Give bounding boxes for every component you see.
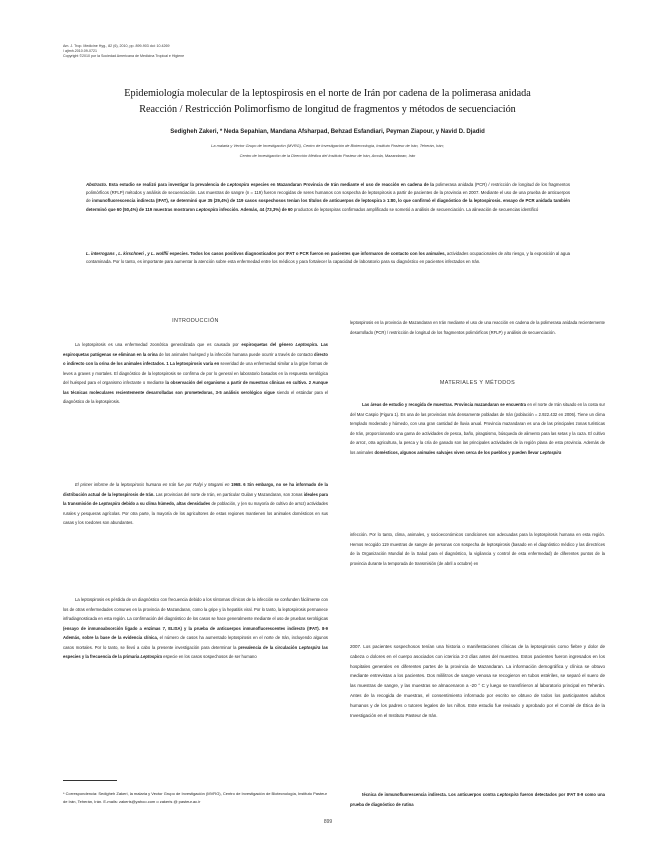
intro-paragraph-3: La leptospirosis es pérdida de un diagnóstico con frecuencia debido a los síntomas clínicos de la infección se confunden fácilmente con los de otras enfermedades comunes en la provincia de Mazandaran, como la gripe y la hepatitis viral. Por lo tanto, la leptospirosis permanece infradiagnosticada en esta región. La confirmación del diagnóstico de los casos se hace generalmente mediante el uso de pruebas serológicas (ensayo de inmunoabsorción ligado a enzimas 7, ELISA) y la prueba de anticuerpos inmunofluorescentes indirecto (IFAT). 8-9 Además, sobre la base de la evidencia clínica, el número de casos ha aumentado leptospirosis en el norte de Irán, incluyendo algunos casos mortales. Por lo tanto, se llevó a cabo la presente investigación para determinar la prevalencia de la circulación Leptospira las especies y la frecuencia de la primaria Leptospira especie en los casos sospechosos de ser humano xyxy=(63,597,328,659)
abstract-paragraph-2: L. interrogans , L. kirschneri , y L. wolffii especies. Todos los casos positivos diagnosticados por IFAT o PCR fueron en pacientes que informaron de contacto con los animales, actividades ocupacionales de alto riesgo, y la exposición al agua contaminada. Por lo tanto, es importante para aumentar la atención sobre esta enfermedad entre los médicos y para fortalecer la capacidad de laboratorio para su diagnóstico en pacientes infectados en Irán. xyxy=(86,251,571,265)
footnote-divider xyxy=(63,780,117,781)
page-number: 899 xyxy=(323,819,333,825)
methods-paragraph-3: 2007. Los pacientes sospechosos tenían una historia o manifestaciones clínicas de la leptospirosis como fiebre y dolor de cabeza o dolores en el cuerpo asociados con ictericia 2-3 días antes del muestreo. Estos pacientes fueron ingresados en los hospitales generales en diferentes partes de la provincia de Mazandaran. La información demográfica y clínica se obtuvo mediante entrevistas a los pacientes. Dos mililitros de sangre venosa se recogieron en tubos estériles, se separó el suero de las muestras de sangre, y las muestras se almacenaron a -20 ° C y luego se transfirieron al laboratorio principal en Teherán. Antes de la recogida de muestras, el consentimiento informado por escrito se obtuvo de todos los participantes adultos humanos y de los padres o tutores legales de los niños. Este estudio fue revisado y aprobado por el Comité de Ética de la Investigación en el Instituto Pasteur de Irán. xyxy=(350,644,605,718)
abstract-label: Abstracto. xyxy=(86,182,108,187)
intro-paragraph-1: La leptospirosis es una enfermedad zoonótica generalizada que es causada por espiroquetas del género Leptospira. Las espiroquetas patógenas se eliminan en la orina de los animales huésped y la infección humana puede ocurrir a través de contacto directo o indirecto con la orina de los animales infectados. 1 La leptospirosis varía en severidad de una enfermedad similar a la gripe formas de leves a graves y mortales. El diagnóstico de la leptospirosis se confirma de por lo general en laboratorio basados en la respuesta serológica del huésped para el organismo infectante o mediante la observación del organismo a partir de muestras clínicas en cultivo. 2 Aunque las técnicas moleculares recientemente desarrolladas son prometedoras, 3-5 análisis serológico sigue siendo el estándar para el diagnóstico de la leptospirosis. xyxy=(63,342,329,404)
footnote-correspondence: * Correspondencia: Sedigheh Zakeri, la malaria y Vector Grupo de Investigación (MVRG), Centro de Investigación de Biotecnología, Instituto Pasteur de Irán, Teherán, Irán. E-mails: zakeris@yahoo.com o zakeris @ pasteur.ac.ir xyxy=(63,791,327,805)
title-line-1: Epidemiología molecular de la leptospirosis en el norte de Irán por cadena de la polimerasa anidada xyxy=(124,88,531,99)
copyright: Copyright ©2010 por la Sociedad Americana de Medicina Tropical e Higiene xyxy=(63,54,185,59)
article-title xyxy=(60,86,595,118)
methods-paragraph-2: infección. Por lo tanto, clima, animales, y socioeconómicos condiciones son adecuadas para la leptospirosis humana en esta región. Hemos recogido 119 muestras de sangre de personas con sospecha de leptospirosis (basado en el diagnóstico médico y las directrices de la Organización Mundial de la Salud para el diagnóstico, la vigilancia y control de esta enfermedad) de diferentes puntos de la provincia durante la temporada de transmisión (de abril a octubre) en xyxy=(350,532,605,566)
abstract: Abstracto. Esta estudio se realizó para investigar la prevalencia de Leptospira especies en Mazandaran Provincia de Irán mediante el uso de reacción en cadena de la polimerasa anidada (PCR) / restricción de longitud de los fragmentos polimórficos (RFLP) métodos y análisis de secuenciación. Las muestras de sangre (n = 119) fueron recogidas de seres humanos con sospecha de leptospirosis a partir de pacientes de la provincia en 2007. Mediante el uso de una prueba de anticuerpos de inmunofluorescencia indirecta (IFAT), se determinó que 35 (29,4%) de 119 casos sospechosos tenían los títulos de anticuerpos de leptospira ≥ 1:80, lo que confirmó el diagnóstico de la leptospirosis. ensayo de PCR anidada también determinó que 60 (50,4%) de 119 muestras mostraron Leptospira infección. Además, 44 (73,3%) de 60 productos de leptospiras confirmados amplificado se sometió a análisis de secuenciación. La alineación de secuencias identificó xyxy=(86,182,571,212)
section-introduction-heading: INTRODUCCIÓN xyxy=(172,318,219,324)
authors: Sedigheh Zakeri, * Neda Sepahian, Mandana Afsharpad, Behzad Esfandiari, Peyman Ziapour, y Navid D. Djadid xyxy=(170,129,485,135)
doi: / ajtmh.2010.09-0721 xyxy=(63,49,97,54)
title-line-2: Reacción / Restricción Polimorfismo de longitud de fragmentos y métodos de secuenciación xyxy=(139,104,516,115)
methods-subheading-ifat: técnica de inmunofluorescencia indirecta. Los anticuerpos contra Leptospira fueron detectados por IFAT 8-9 como una prueba de diagnóstico de rutina xyxy=(350,792,605,807)
affiliation-1: La malaria y Vector Grupo de Investigación (MVRG), Centro de Investigación de Biotecnología, Instituto Pasteur de Irán, Teherán, Irán; xyxy=(211,143,444,148)
section-methods-heading: MATERIALES Y MÉTODOS xyxy=(439,380,516,386)
intro-paragraph-2: El primer informe de la leptospirosis humana en Irán fue por Rafyi y Magami en 1968. 6 Sin embargo, no se ha informado de la distribución actual de la leptospirosis de Irán. Las provincias del norte de Irán, en particular Guilan y Mazandaran, son zonas ideales para la transmisión de Leptospira debido a su clima húmedo, altas densidades de población, y (en su mayoría de cultivo de arroz) actividades rurales y pesqueras agrícolas. Por otra parte, la mayoría de los agricultores de estas regiones mantienen los animales domésticos en sus casas y los roedores son abundantes. xyxy=(63,482,328,525)
right-paragraph-1: leptospirosis en la provincia de Mazandaran en Irán mediante el uso de una reacción en cadena de la polimerasa anidada recientemente desarrollado (PCR) / restricción de longitud de los fragmentos polimórficos (RFLP) y análisis de secuenciación. xyxy=(350,320,605,335)
running-header xyxy=(63,44,184,60)
methods-paragraph-1: Las áreas de estudio y recogida de muestras. Provincia mazandaran se encuentra en el norte de Irán situado en la costa sur del Mar Caspio (Figura 1). Es una de las provincias más densamente pobladas de Irán (población = 2.922.432 en 2006). Tiene un clima templado moderado y húmedo, con una gran cantidad de lluvia anual. Provincia mazandaran es una de las principales zonas turísticas de Irán, proporcionando una gama de actividades de pesca, baño, piragüismo, búsqueda de alimento para las setas y la caza. El cultivo de arroz, otra agricultura, la pesca y la cría de ganado son las principales actividades de la región plana de esta provincia. Además de los animales domésticos, algunos animales salvajes viven cerca de los pueblos y pueden llevar Leptospira xyxy=(350,402,606,455)
affiliation-2: Centro de Investigación de la Dirección Médica del Instituto Pasteur de Irán, Amola, Mazandaran, Irán xyxy=(239,153,416,158)
journal-citation: Am. J. Trop. Medicine Hyg., 82 (6), 2010, pp. 899-903 doi: 10.4269 xyxy=(63,44,170,48)
